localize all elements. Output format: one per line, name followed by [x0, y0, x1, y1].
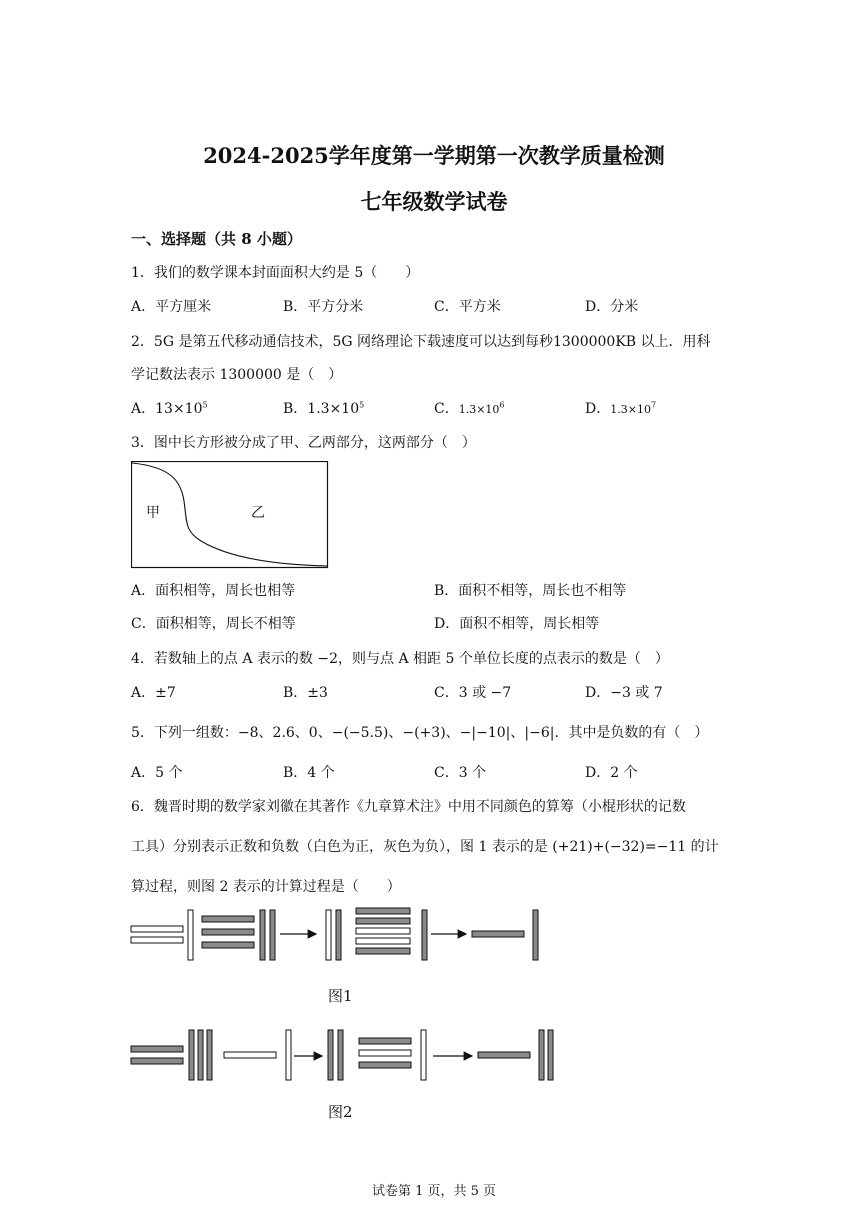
q3-option-d: D．面积不相等，周长相等 — [434, 616, 600, 632]
exam-title: 2024-2025学年度第一学期第一次教学质量检测 — [203, 143, 665, 168]
q2-option-d: D．$1.3\times 10^7$ — [585, 400, 657, 417]
q3-option-c: C．面积相等，周长不相等 — [131, 616, 296, 632]
q3-option-b: B．面积不相等，周长也不相等 — [434, 583, 627, 599]
question-6-line1: 6．魏晋时期的数学家刘徽在其著作《九章算术注》中用不同颜色的算筹（小棍形状的记数 — [131, 799, 686, 815]
q1-option-a: A．平方厘米 — [131, 299, 212, 315]
exam-subtitle: 七年级数学试卷 — [360, 189, 508, 214]
page-footer: 试卷第 1 页，共 5 页 — [371, 1184, 497, 1199]
q2-option-a: A．$13\times 10^5$ — [131, 400, 208, 417]
question-3-text: 3．图中长方形被分成了甲、乙两部分，这两部分（ ） — [131, 435, 476, 451]
section-heading: 一、选择题（共 8 小题） — [131, 230, 302, 248]
counting-rods-figure-1 — [128, 904, 548, 966]
question-6-line2: 工具）分别表示正数和负数（白色为正，灰色为负），图 1 表示的是 (+21)+(−32)=−11 的计 — [131, 839, 719, 855]
question-1-text: 1．我们的数学课本封面面积大约是 5（ ） — [131, 265, 420, 281]
q2-option-c: C．$1.3\times 10^6$ — [434, 400, 505, 417]
question-2-line2: 学记数法表示 1300000 是（ ） — [131, 367, 343, 383]
q2-option-b: B．$1.3\times 10^5$ — [283, 400, 365, 417]
question-5-text: 5．下列一组数：−8、2.6、0、−(−5.5)、−(+3)、−|−10|、|−6|．其中是负数的有（ ） — [131, 725, 709, 741]
question-6-line3: 算过程，则图 2 表示的计算过程是（ ） — [131, 879, 401, 895]
counting-rods-figure-2 — [128, 1026, 556, 1088]
q5-option-c: C．3 个 — [434, 765, 487, 781]
question-2-line1: 2．5G 是第五代移动通信技术，5G 网络理论下载速度可以达到每秒1300000KB 以上．用科 — [131, 334, 711, 350]
q1-option-b: B．平方分米 — [283, 299, 364, 315]
question-4-text: 4．若数轴上的点 A 表示的数 −2，则与点 A 相距 5 个单位长度的点表示的数是（ ） — [131, 651, 669, 667]
q4-option-a: A．±7 — [131, 685, 176, 701]
figure-1-label: 图1 — [328, 987, 353, 1005]
figure-label-yi: 乙 — [251, 505, 265, 521]
figure-2-label: 图2 — [328, 1103, 353, 1121]
q4-option-b: B．±3 — [283, 685, 328, 701]
q5-option-a: A．5 个 — [131, 765, 183, 781]
q4-option-c: C．3 或 −7 — [434, 685, 512, 701]
figure-label-jia: 甲 — [146, 505, 160, 521]
q3-option-a: A．面积相等，周长也相等 — [131, 583, 296, 599]
q5-option-d: D．2 个 — [585, 765, 638, 781]
q1-option-c: C．平方米 — [434, 299, 501, 315]
q5-option-b: B．4 个 — [283, 765, 335, 781]
q1-option-d: D．分米 — [585, 299, 639, 315]
rectangle-division-figure — [131, 461, 329, 569]
q4-option-d: D．−3 或 7 — [585, 685, 663, 701]
